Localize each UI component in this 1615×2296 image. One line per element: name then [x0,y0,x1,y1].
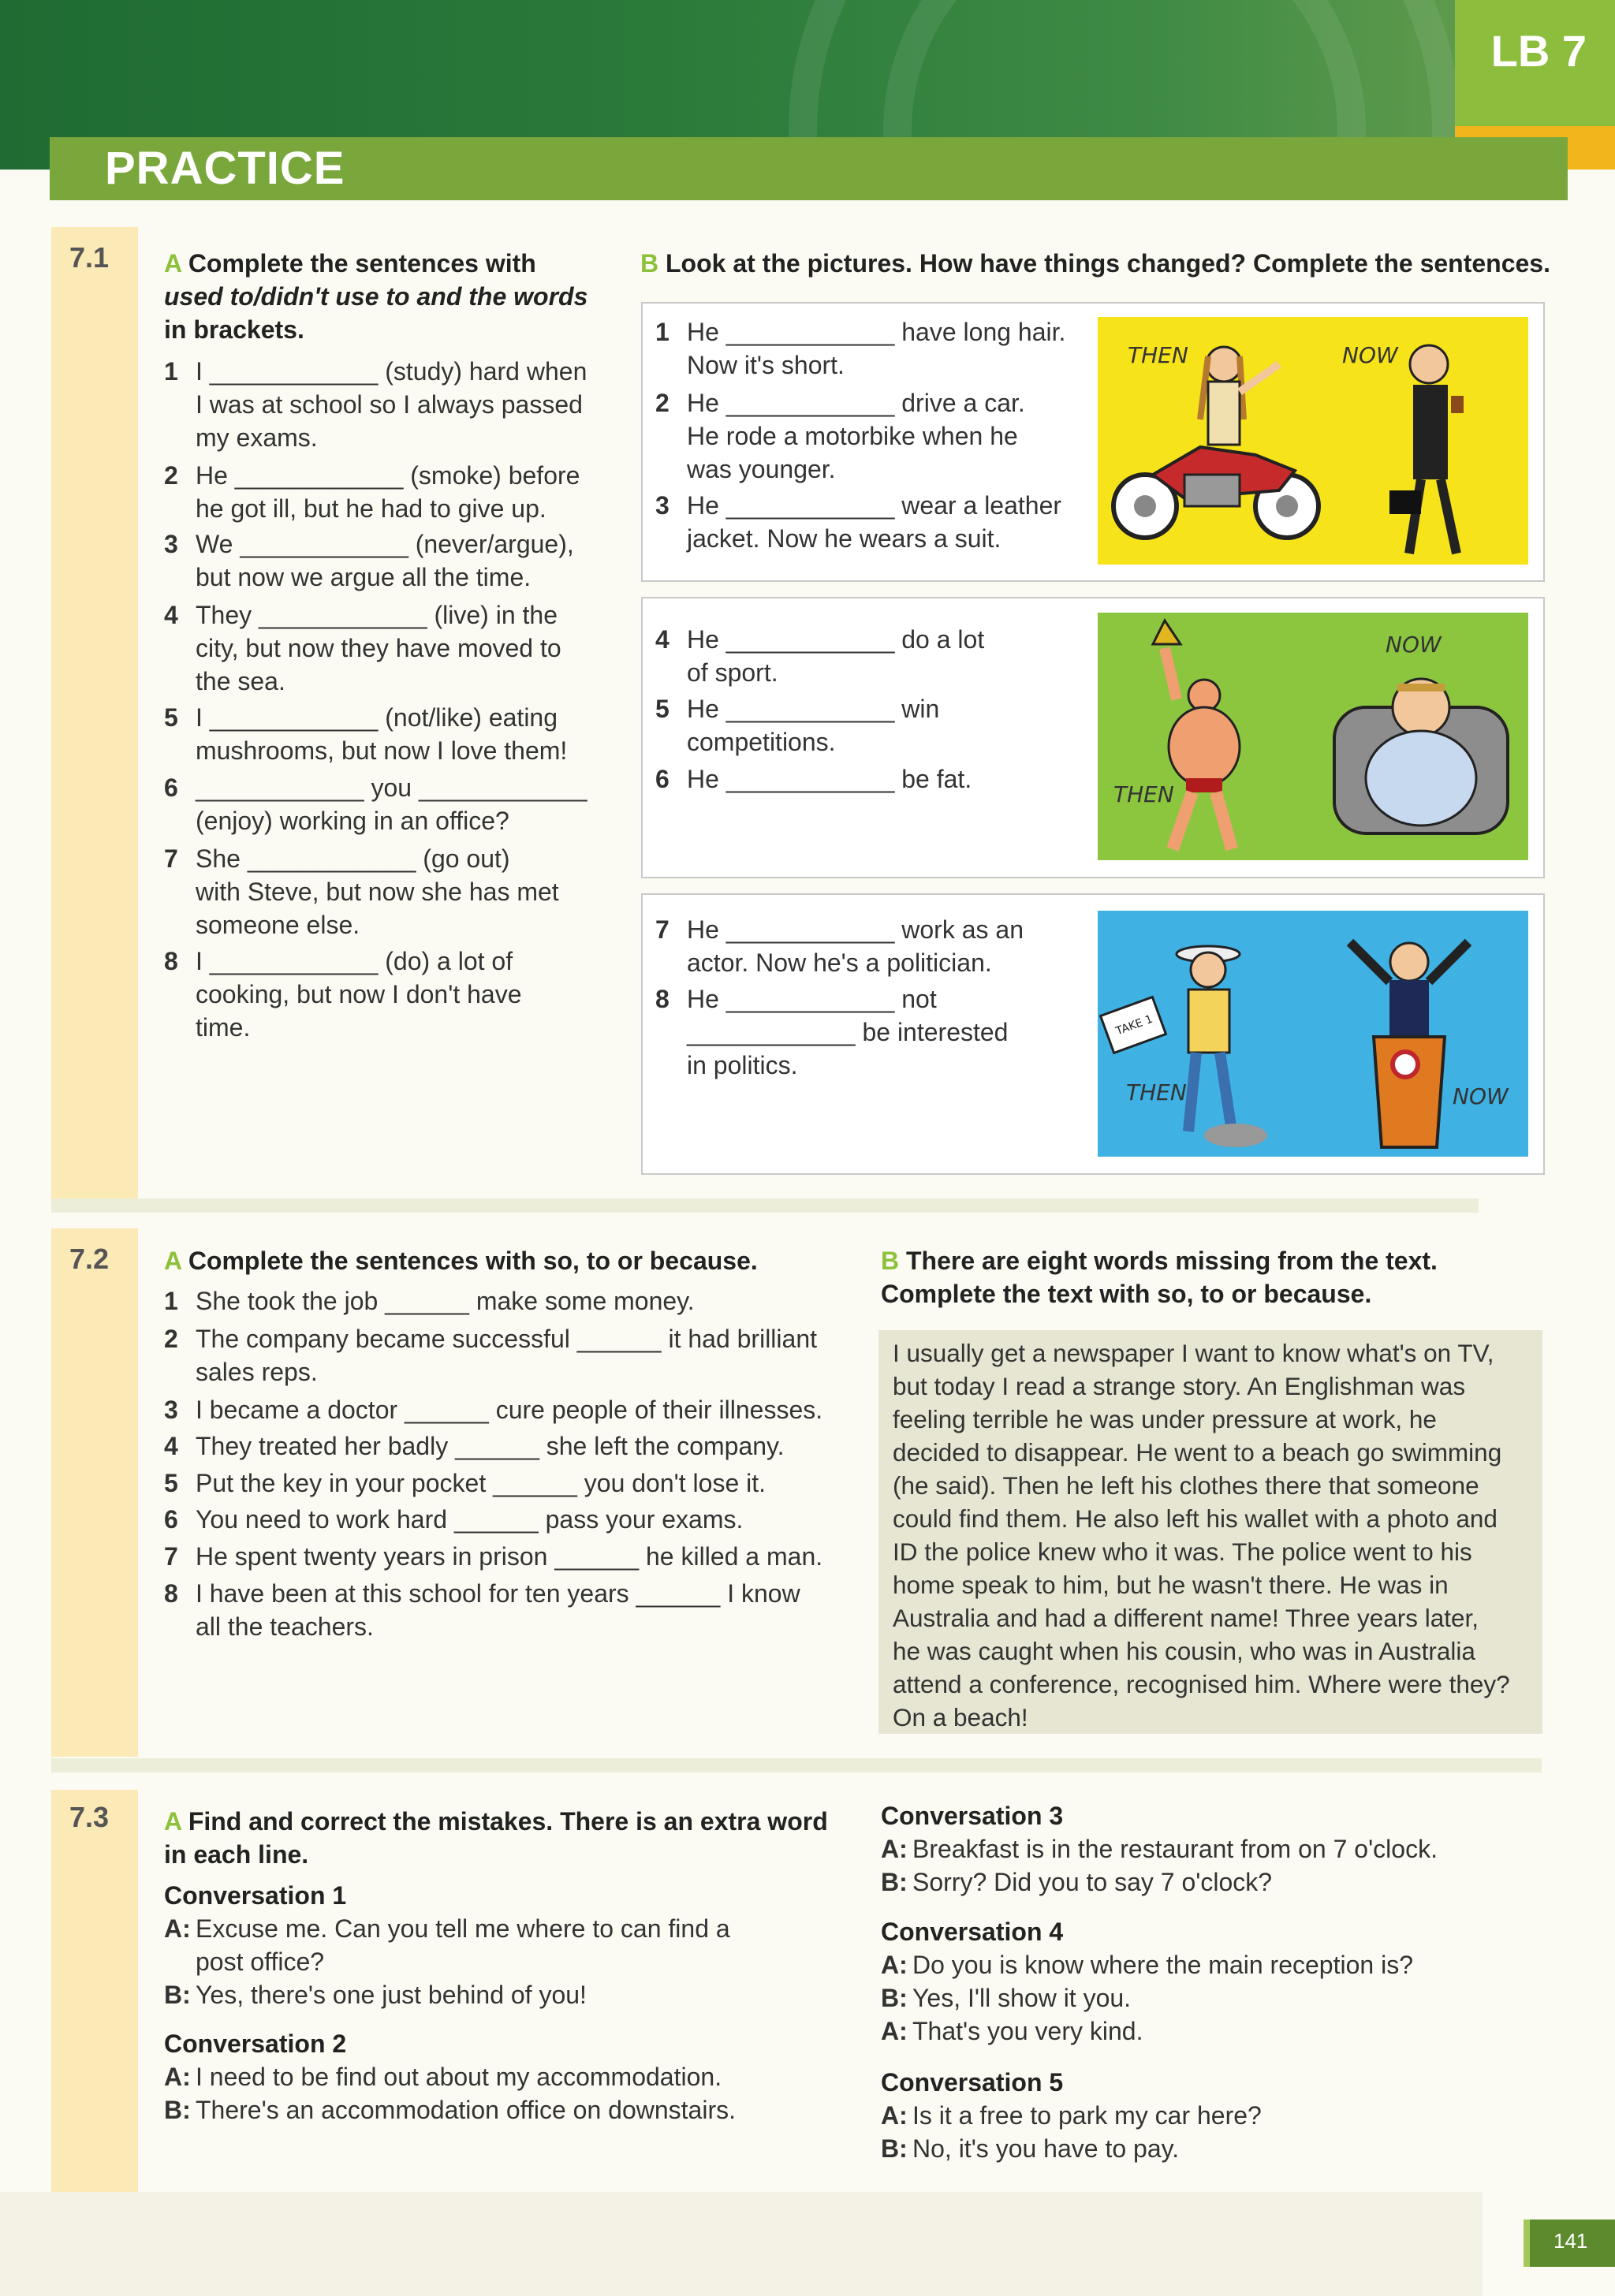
conversation-block [164,2027,736,2126]
item-text: He rode a motorbike when he [687,422,1018,450]
conversation-title: Conversation 3 [881,1802,1064,1830]
dialogue-text: No, it's you have to pay. [912,2134,1180,2163]
speaker-label: B: [164,1981,191,2009]
item-number: 4 [164,1432,178,1460]
exercise-item [164,1540,822,1573]
item-text: Put the key in your pocket ______ you don't lose it. [196,1469,766,1497]
page-footer-band [0,2192,1483,2296]
item-text: ____________ be interested [687,1018,1009,1046]
practice-title: PRACTICE [105,143,345,194]
story-line: attend a conference, recognised him. Where were they? [893,1670,1510,1698]
item-text: Now it's short. [687,351,845,379]
story-line: could find them. He also left his wallet with a photo and [893,1504,1498,1533]
conversation-title: Conversation 5 [881,2068,1064,2097]
story-line: (he said). Then he left his clothes there that someone [893,1471,1479,1500]
now-label: NOW [1342,342,1398,368]
instr-line: There are eight words missing from the text. [906,1247,1438,1275]
item-text: They ____________ (live) in the [196,601,558,629]
item-text: He ____________ be fat. [687,765,972,793]
instr-line: Complete the sentences with [188,249,536,278]
item-text: time. [196,1013,251,1042]
instr-line: Look at the pictures. How have things changed? Complete the sentences. [666,249,1550,278]
item-text: in politics. [687,1051,798,1079]
item-text: He spent twenty years in prison ______ he killed a man. [196,1542,823,1571]
item-text: She took the job ______ make some money. [196,1287,695,1315]
exercise-item [164,945,522,1044]
page-number-tab [1530,2220,1615,2267]
item-text: actor. Now he's a politician. [687,949,992,977]
conversation-block [881,1799,1438,1899]
story-line: home speak to him, but he wasn't there. He was in [893,1571,1449,1599]
letter-a: A [164,1247,181,1275]
letter-b: B [881,1247,900,1275]
dialogue-text: There's an accommodation office on downstairs. [196,2096,736,2124]
item-number: 8 [164,947,178,975]
now-label: NOW [1453,1083,1509,1109]
instr-line: in brackets. [164,315,304,344]
item-number: 6 [164,1505,178,1534]
speaker-label: B: [881,2134,908,2163]
dialogue-line [164,2093,736,2126]
item-number: 1 [164,357,178,386]
item-text: with Steve, but now she has met [196,878,559,906]
dialogue-line [164,1978,730,2011]
item-text: The company became successful ______ it had brilliant [196,1325,817,1353]
now-label: NOW [1386,632,1442,658]
item-number: 5 [164,703,178,732]
conversation-block [881,1915,1413,2048]
item-text: cooking, but now I don't have [196,980,522,1008]
item-text: He ____________ (smoke) before [196,461,580,490]
exercise-item [164,527,574,594]
item-text: of sport. [687,658,778,687]
exercise-item [164,355,587,454]
speaker-label: A: [164,2063,191,2091]
item-number: 1 [655,318,669,346]
item-text: He ____________ drive a car. [687,389,1025,417]
exercise-item [164,1577,800,1643]
dialogue-line [881,1832,1438,1866]
dialogue-text: I need to be find out about my accommodation. [196,2063,722,2091]
item-text: sales reps. [196,1358,318,1386]
story-text-box [878,1330,1542,1734]
item-text: You need to work hard ______ pass your exams. [196,1505,744,1534]
item-text: He ____________ do a lot [687,625,985,654]
item-number: 4 [164,601,178,629]
item-text: ____________ you ____________ [196,773,587,802]
item-text: I was at school so I always passed [196,390,583,419]
item-text: was younger. [687,455,836,483]
story-line: I usually get a newspaper I want to know what's on TV, [893,1339,1494,1367]
section-number-7-1: 7.1 [69,241,110,274]
item-number: 5 [164,1469,178,1497]
section-bar-7-2 [51,1228,138,1757]
item-number: 8 [655,985,669,1013]
story-line: he was caught when his cousin, who was in Australia [893,1637,1475,1665]
story-line: feeling terrible he was under pressure at work, he [893,1405,1437,1433]
section-bar-7-3 [51,1790,138,2192]
item-text: the sea. [196,667,285,695]
conversation-block [164,1879,730,2011]
item-text: jacket. Now he wears a suit. [687,524,1001,553]
item-text: He ____________ wear a leather [687,491,1062,520]
item-text: all the teachers. [196,1612,374,1641]
exercise-item [164,459,580,525]
item-text: I ____________ (study) hard when [196,357,587,386]
conversation-title: Conversation 1 [164,1881,347,1910]
section-bar-7-1 [51,227,138,1198]
dialogue-text: post office? [196,1948,325,1976]
item-text: They treated her badly ______ she left the company. [196,1432,785,1460]
item-text: my exams. [196,423,318,452]
item-text: competitions. [687,728,836,756]
then-label: THEN [1128,342,1188,368]
item-number: 1 [164,1287,178,1315]
item-number: 3 [164,1396,178,1424]
speaker-label: A: [881,1835,908,1863]
item-number: 8 [164,1579,178,1608]
instr-line: Complete the sentences with so, to or because. [188,1247,758,1275]
item-number: 2 [164,1325,178,1353]
item-number: 7 [655,915,669,944]
conversation-title: Conversation 2 [164,2030,347,2058]
exercise-item [164,1467,766,1500]
conversation-block [881,2066,1262,2165]
item-text: He ____________ win [687,695,940,723]
item-text: (enjoy) working in an office? [196,807,509,835]
exercise-7-2a-instruction [164,1244,758,1277]
practice-bar [50,137,1568,200]
exercise-item [164,1322,817,1388]
exercise-item [655,982,1008,1082]
item-text: but now we argue all the time. [196,563,531,591]
dialogue-text: That's you very kind. [912,2017,1143,2045]
dialogue-line [881,1866,1438,1899]
item-text: I ____________ (do) a lot of [196,947,513,975]
exercise-item [655,386,1025,486]
dialogue-text: Is it a free to park my car here? [912,2101,1262,2130]
item-text: city, but now they have moved to [196,634,561,662]
item-text: I have been at this school for ten years ______ I know [196,1579,800,1608]
section-number-7-2: 7.2 [69,1243,110,1275]
lb-tab [1455,0,1615,126]
divider [51,1198,1479,1213]
speaker-label: A: [881,2017,908,2045]
instr-line: Find and correct the mistakes. There is an extra word [188,1807,828,1836]
speaker-label: B: [881,1868,908,1896]
item-text: He ____________ work as an [687,915,1024,944]
speaker-label: A: [881,1951,908,1979]
item-number: 5 [655,695,669,723]
dialogue-line [881,2132,1262,2165]
item-text: mushrooms, but now I love them! [196,736,568,765]
dialogue-text: Breakfast is in the restaurant from on 7 o'clock. [912,1835,1438,1863]
letter-a: A [164,249,181,278]
section-number-7-3: 7.3 [69,1801,110,1833]
dialogue-text: Yes, there's one just behind of you! [196,1981,587,2009]
exercise-item [655,692,939,758]
item-number: 7 [164,844,178,873]
then-now-picture-2 [1098,613,1528,860]
exercise-item [164,598,561,698]
letter-b: B [640,249,659,278]
page-number: 141 [1553,2229,1588,2253]
speaker-label: B: [881,1984,908,2012]
exercise-item [655,315,1065,382]
dialogue-text: Sorry? Did you to say 7 o'clock? [912,1868,1273,1896]
instr-line: used to/didn't use to and the words [164,282,588,311]
dialogue-line [881,1948,1413,1981]
story-line: ID the police knew who it was. The police went to his [893,1538,1472,1566]
item-text: he got ill, but he had to give up. [196,494,546,523]
exercise-7-2b-instruction [881,1244,1438,1310]
speaker-label: B: [164,2096,191,2124]
item-text: He ____________ not [687,985,937,1013]
then-now-picture-1 [1098,317,1528,565]
conversation-title: Conversation 4 [881,1918,1064,1946]
dialogue-line [164,2060,736,2093]
item-number: 7 [164,1542,178,1571]
item-number: 2 [164,461,178,490]
exercise-7-3a-instruction [164,1805,828,1871]
exercise-item [164,701,567,767]
dialogue-line [881,2015,1413,2048]
lb-label: LB 7 [1490,26,1587,76]
item-text: I ____________ (not/like) eating [196,703,558,732]
exercise-item [164,1393,822,1426]
dialogue-line [164,1912,730,1978]
dialogue-line [881,1981,1413,2015]
dialogue-line [881,2099,1262,2132]
clapper-label: TAKE 1 [1113,1012,1154,1038]
speaker-label: A: [164,1914,191,1943]
item-number: 2 [655,389,669,417]
exercise-item [164,842,559,941]
story-line: but today I read a strange story. An Englishman was [893,1372,1466,1400]
story-line: decided to disappear. He went to a beach go swimming [893,1438,1502,1467]
item-number: 3 [655,491,669,520]
exercise-item [655,623,984,689]
then-label: THEN [1126,1079,1187,1105]
exercise-7-1a-instruction [164,247,587,346]
item-number: 4 [655,625,669,654]
then-now-picture-3 [1098,911,1528,1157]
item-number: 6 [655,765,669,793]
exercise-item [655,913,1024,979]
story-text [878,1330,1542,1734]
exercise-item [164,1429,785,1463]
item-text: She ____________ (go out) [196,844,510,873]
dialogue-text: Do you is know where the main reception is? [912,1951,1413,1979]
letter-a: A [164,1807,181,1836]
instr-line: Complete the text with so, to or because. [881,1280,1372,1308]
exercise-item [164,771,587,837]
exercise-7-1b-instruction [640,247,1550,280]
item-number: 6 [164,773,178,802]
item-text: He ____________ have long hair. [687,318,1066,346]
exercise-item [655,489,1061,555]
item-text: We ____________ (never/argue), [196,530,574,558]
item-text: someone else. [196,911,360,939]
story-line: Australia and had a different name! Three years later, [893,1604,1479,1632]
exercise-item [164,1284,695,1318]
exercise-item [164,1503,743,1536]
dialogue-text: Yes, I'll show it you. [912,1984,1132,2012]
dialogue-text: Excuse me. Can you tell me where to can find a [196,1914,730,1943]
speaker-label: A: [881,2101,908,2130]
story-line: On a beach! [893,1703,1028,1731]
divider [51,1758,1542,1772]
item-number: 3 [164,530,178,558]
instr-line: in each line. [164,1840,309,1869]
exercise-item [655,762,972,796]
then-label: THEN [1113,781,1174,807]
item-text: I became a doctor ______ cure people of their illnesses. [196,1396,823,1424]
